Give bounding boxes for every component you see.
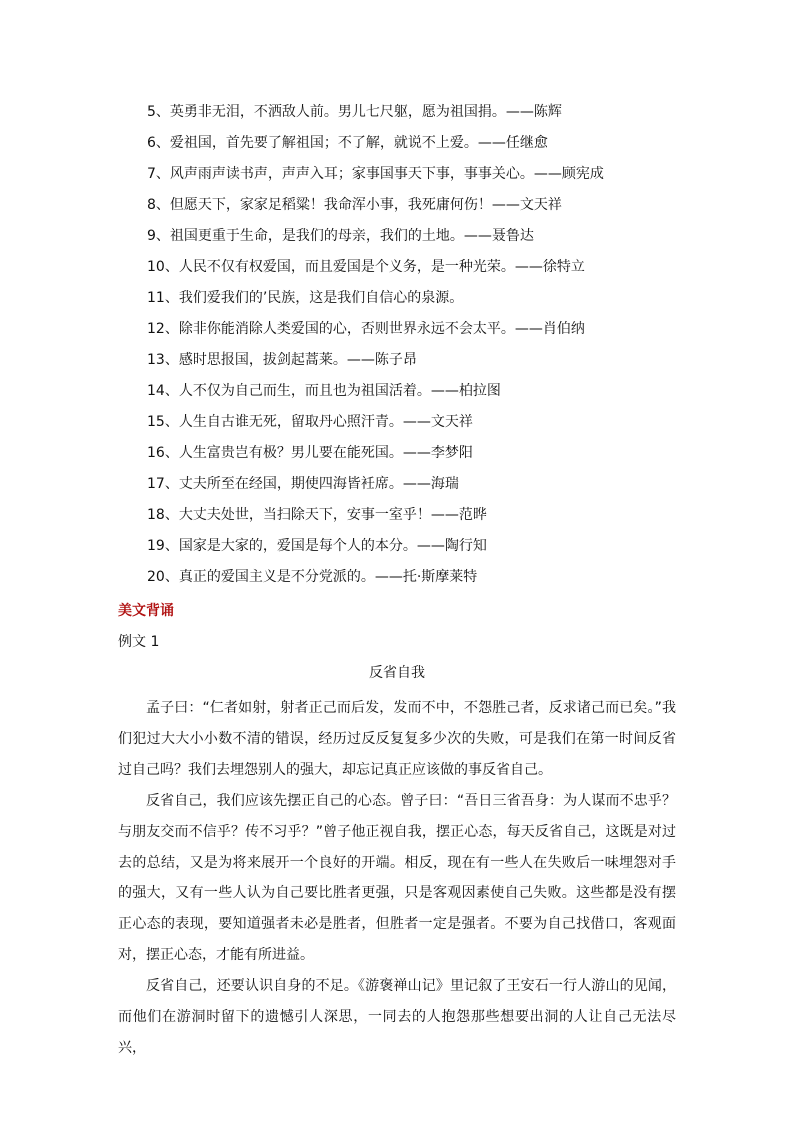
- essay-paragraph: 反省自己，我们应该先摆正自己的心态。曾子曰：“吾日三省吾身：为人谋而不忠乎？与朋友交而不信乎？传不习乎？”曾子他正视自我，摆正心态，每天反省自己，这既是对过去的总结，又是为将来展开一个良好的开端。相反，现在有一些人在失败后一味埋怨对手的强大，又有一些人认为自己要比胜者更强，只是客观因素使自己失败。这些都是没有摆正心态的表现，要知道强者未必是胜者，但胜者一定是强者。不要为自己找借口，客观面对，摆正心态，才能有所进益。: [118, 792, 676, 964]
- quote-item: 17、丈夫所至在经国，期使四海皆衽席。——海瑞: [147, 476, 459, 492]
- quote-item: 6、爱祖国，首先要了解祖国；不了解，就说不上爱。——任继愈: [147, 135, 548, 151]
- quote-item: 12、除非你能消除人类爱国的心，否则世界永远不会太平。——肖伯纳: [147, 321, 585, 337]
- essay-title: 反省自我: [369, 665, 425, 681]
- section-heading: 美文背诵: [118, 603, 174, 619]
- example-label: 例文 1: [118, 634, 160, 650]
- essay-paragraph: 孟子曰：“仁者如射，射者正己而后发，发而不中，不怨胜己者，反求诸己而已矣。”我们犯过大大小小数不清的错误，经历过反反复复多少次的失败，可是我们在第一时间反省过自己吗？我们去埋怨别人的强大，却忘记真正应该做的事反省自己。: [118, 700, 676, 778]
- quote-item: 18、大丈夫处世，当扫除天下，安事一室乎！——范晔: [147, 507, 487, 523]
- quote-item: 5、英勇非无泪，不洒敌人前。男儿七尺躯，愿为祖国捐。——陈辉: [147, 104, 562, 120]
- quote-item: 7、风声雨声读书声，声声入耳；家事国事天下事，事事关心。——顾宪成: [147, 166, 604, 182]
- quote-item: 14、人不仅为自己而生，而且也为祖国活着。——柏拉图: [147, 383, 501, 399]
- quote-item: 8、但愿天下，家家足稻粱！我命浑小事，我死庸何伤！——文天祥: [147, 197, 562, 213]
- quote-item: 19、国家是大家的，爱国是每个人的本分。——陶行知: [147, 538, 487, 554]
- quote-item: 16、人生富贵岂有极？男儿要在能死国。——李梦阳: [147, 445, 473, 461]
- quote-item: 20、真正的爱国主义是不分党派的。——托·斯摩莱特: [147, 569, 478, 585]
- quote-item: 9、祖国更重于生命，是我们的母亲，我们的土地。——聂鲁达: [147, 228, 534, 244]
- essay-body: [118, 693, 676, 1064]
- essay-paragraph: 反省自己，还要认识自身的不足。《游褒禅山记》里记叙了王安石一行人游山的见闻，而他们在游洞时留下的遗憾引人深思，一同去的人抱怨那些想要出洞的人让自己无法尽兴，: [118, 978, 676, 1056]
- quote-list: [147, 100, 707, 596]
- quote-item: 10、人民不仅有权爱国，而且爱国是个义务，是一种光荣。——徐特立: [147, 259, 585, 275]
- quote-item: 11、我们爱我们的’民族，这是我们自信心的泉源。: [147, 290, 464, 306]
- quote-item: 13、感时思报国，拔剑起蒿莱。——陈子昂: [147, 352, 417, 368]
- quote-item: 15、人生自古谁无死，留取丹心照汗青。——文天祥: [147, 414, 473, 430]
